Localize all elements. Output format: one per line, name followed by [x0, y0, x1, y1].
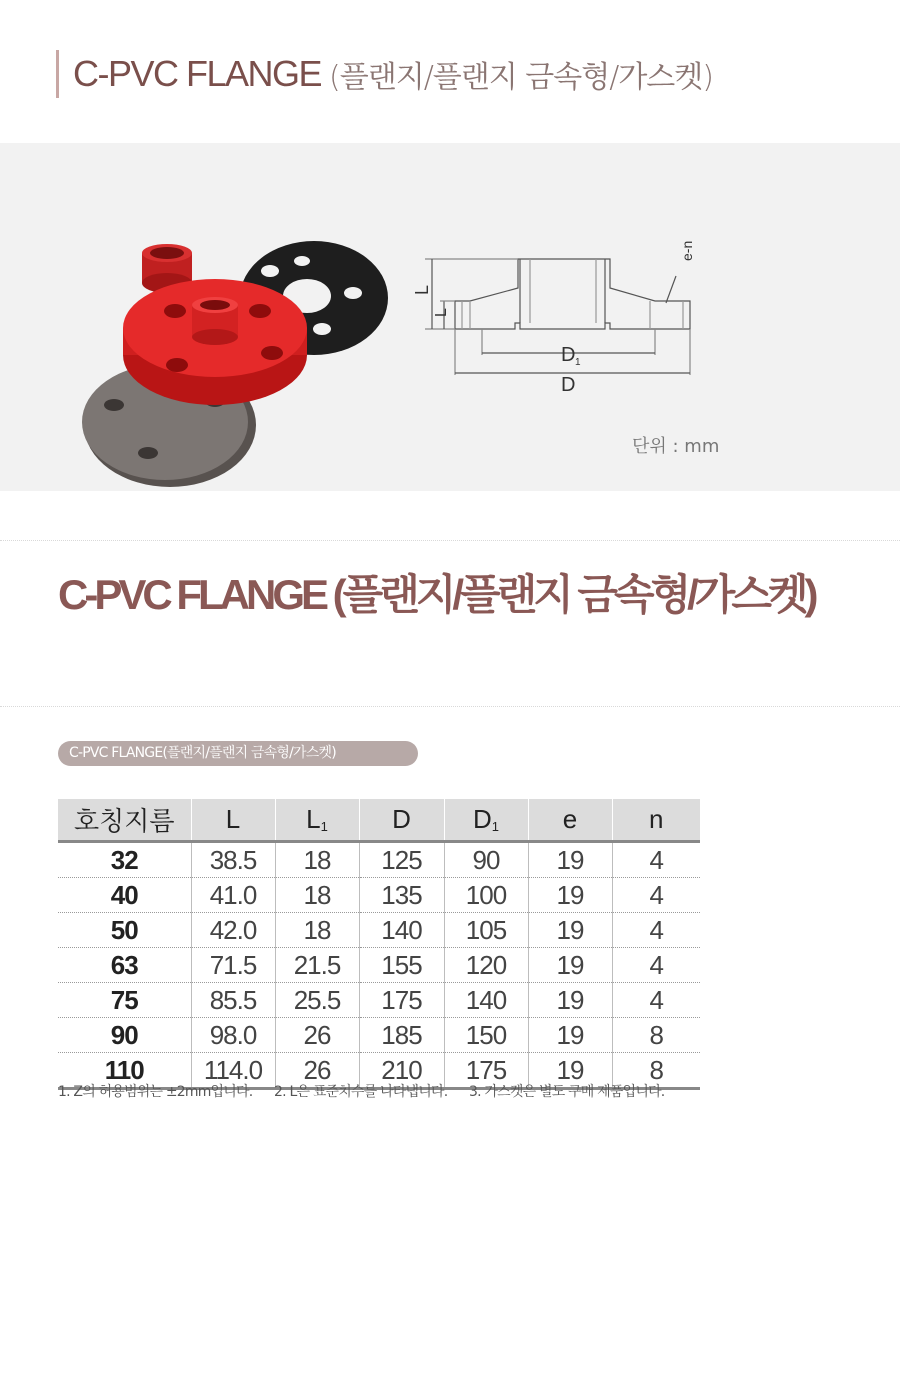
table-cell: 175: [359, 983, 444, 1018]
table-cell: 25.5: [275, 983, 359, 1018]
table-cell: 18: [275, 878, 359, 913]
table-cell: 150: [444, 1018, 528, 1053]
table-cell: 210: [359, 1053, 444, 1089]
nominal-size-cell: 75: [58, 983, 191, 1018]
table-row: [58, 913, 700, 948]
table-header-row: [58, 799, 700, 842]
dim-label-en: e-n: [679, 240, 695, 261]
table-cell: 4: [612, 948, 700, 983]
table-cell: 120: [444, 948, 528, 983]
column-header: [444, 799, 528, 842]
table-cell: 125: [359, 842, 444, 878]
dim-label-D1-sub: 1: [575, 357, 581, 368]
table-cell: 90: [444, 842, 528, 878]
nominal-size-cell: 32: [58, 842, 191, 878]
column-header-label: e: [562, 804, 578, 834]
section-divider: [0, 540, 900, 541]
footnote-1: 1. Z의 허용범위는 ±2mm입니다.: [58, 1084, 253, 1100]
table-cell: 185: [359, 1018, 444, 1053]
table-cell: 71.5: [191, 948, 275, 983]
table-row: [58, 842, 700, 878]
table-cell: 19: [528, 878, 612, 913]
column-header-label: L: [306, 804, 321, 834]
table-cell: 4: [612, 878, 700, 913]
table-cell: 19: [528, 913, 612, 948]
table-cell: 26: [275, 1053, 359, 1089]
column-header-label: 호칭지름: [74, 806, 175, 836]
footnote-2: 2. L은 표준치수를 나타냅니다.: [274, 1084, 448, 1100]
table-cell: 85.5: [191, 983, 275, 1018]
column-header: [58, 799, 191, 842]
dim-label-D: D: [561, 374, 576, 396]
footnote-3: 3. 가스켓은 별도 구매 제품입니다.: [469, 1084, 665, 1100]
table-cell: 155: [359, 948, 444, 983]
product-image-panel: [0, 143, 900, 491]
table-cell: 21.5: [275, 948, 359, 983]
table-cell: 4: [612, 913, 700, 948]
table-row: [58, 983, 700, 1018]
dim-label-D1: D: [561, 344, 576, 366]
table-cell: 18: [275, 913, 359, 948]
table-cell: 114.0: [191, 1053, 275, 1089]
table-cell: 19: [528, 983, 612, 1018]
section-title: C-PVC FLANGE (플랜지/플랜지 금속형/가스켓): [58, 571, 815, 618]
table-cell: 8: [612, 1053, 700, 1089]
nominal-size-cell: 50: [58, 913, 191, 948]
column-header-label: D: [472, 804, 492, 834]
dim-label-L: L: [412, 284, 432, 295]
column-header-label: n: [649, 804, 664, 834]
nominal-size-cell: 40: [58, 878, 191, 913]
nominal-size-cell: 63: [58, 948, 191, 983]
table-cell: 140: [359, 913, 444, 948]
column-header: [612, 799, 700, 842]
dimension-drawing: [425, 259, 690, 375]
table-cell: 140: [444, 983, 528, 1018]
unit-label: 단위 : mm: [632, 436, 720, 457]
column-header: [191, 799, 275, 842]
nominal-size-cell: 90: [58, 1018, 191, 1053]
product-illustration: [0, 143, 900, 491]
table-cell: 4: [612, 983, 700, 1018]
table-cell: 41.0: [191, 878, 275, 913]
table-cell: 18: [275, 842, 359, 878]
table-cell: 98.0: [191, 1018, 275, 1053]
table-cell: 135: [359, 878, 444, 913]
nominal-size-cell: 110: [58, 1053, 191, 1089]
column-header-subscript: 1: [491, 819, 499, 834]
table-cell: 26: [275, 1018, 359, 1053]
table-cell: 175: [444, 1053, 528, 1089]
footnotes: [58, 1081, 682, 1101]
table-cell: 19: [528, 842, 612, 878]
table-row: [58, 878, 700, 913]
table-cell: 38.5: [191, 842, 275, 878]
column-header: [275, 799, 359, 842]
table-cell: 19: [528, 1018, 612, 1053]
spec-table: [58, 799, 700, 1090]
table-cell: 8: [612, 1018, 700, 1053]
table-caption-pill: C-PVC FLANGE(플랜지/플랜지 금속형/가스켓): [58, 741, 418, 766]
page-title-main: C-PVC FLANGE: [73, 53, 322, 94]
table-row: [58, 1018, 700, 1053]
table-cell: 105: [444, 913, 528, 948]
red-flange-image: [123, 279, 307, 405]
table-row: [58, 948, 700, 983]
table-cell: 19: [528, 948, 612, 983]
table-cell: 4: [612, 842, 700, 878]
section-divider: [0, 706, 900, 707]
page-title: [56, 50, 713, 98]
dim-label-L1: L: [433, 308, 450, 317]
table-body: [58, 842, 700, 1089]
table-cell: 100: [444, 878, 528, 913]
column-header-label: L: [225, 804, 241, 834]
column-header: [359, 799, 444, 842]
table-cell: 42.0: [191, 913, 275, 948]
column-header: [528, 799, 612, 842]
column-header-label: D: [392, 804, 411, 834]
column-header-subscript: 1: [320, 819, 328, 834]
table-cell: 19: [528, 1053, 612, 1089]
page-title-sub: (플랜지/플랜지 금속형/가스켓): [329, 60, 713, 95]
